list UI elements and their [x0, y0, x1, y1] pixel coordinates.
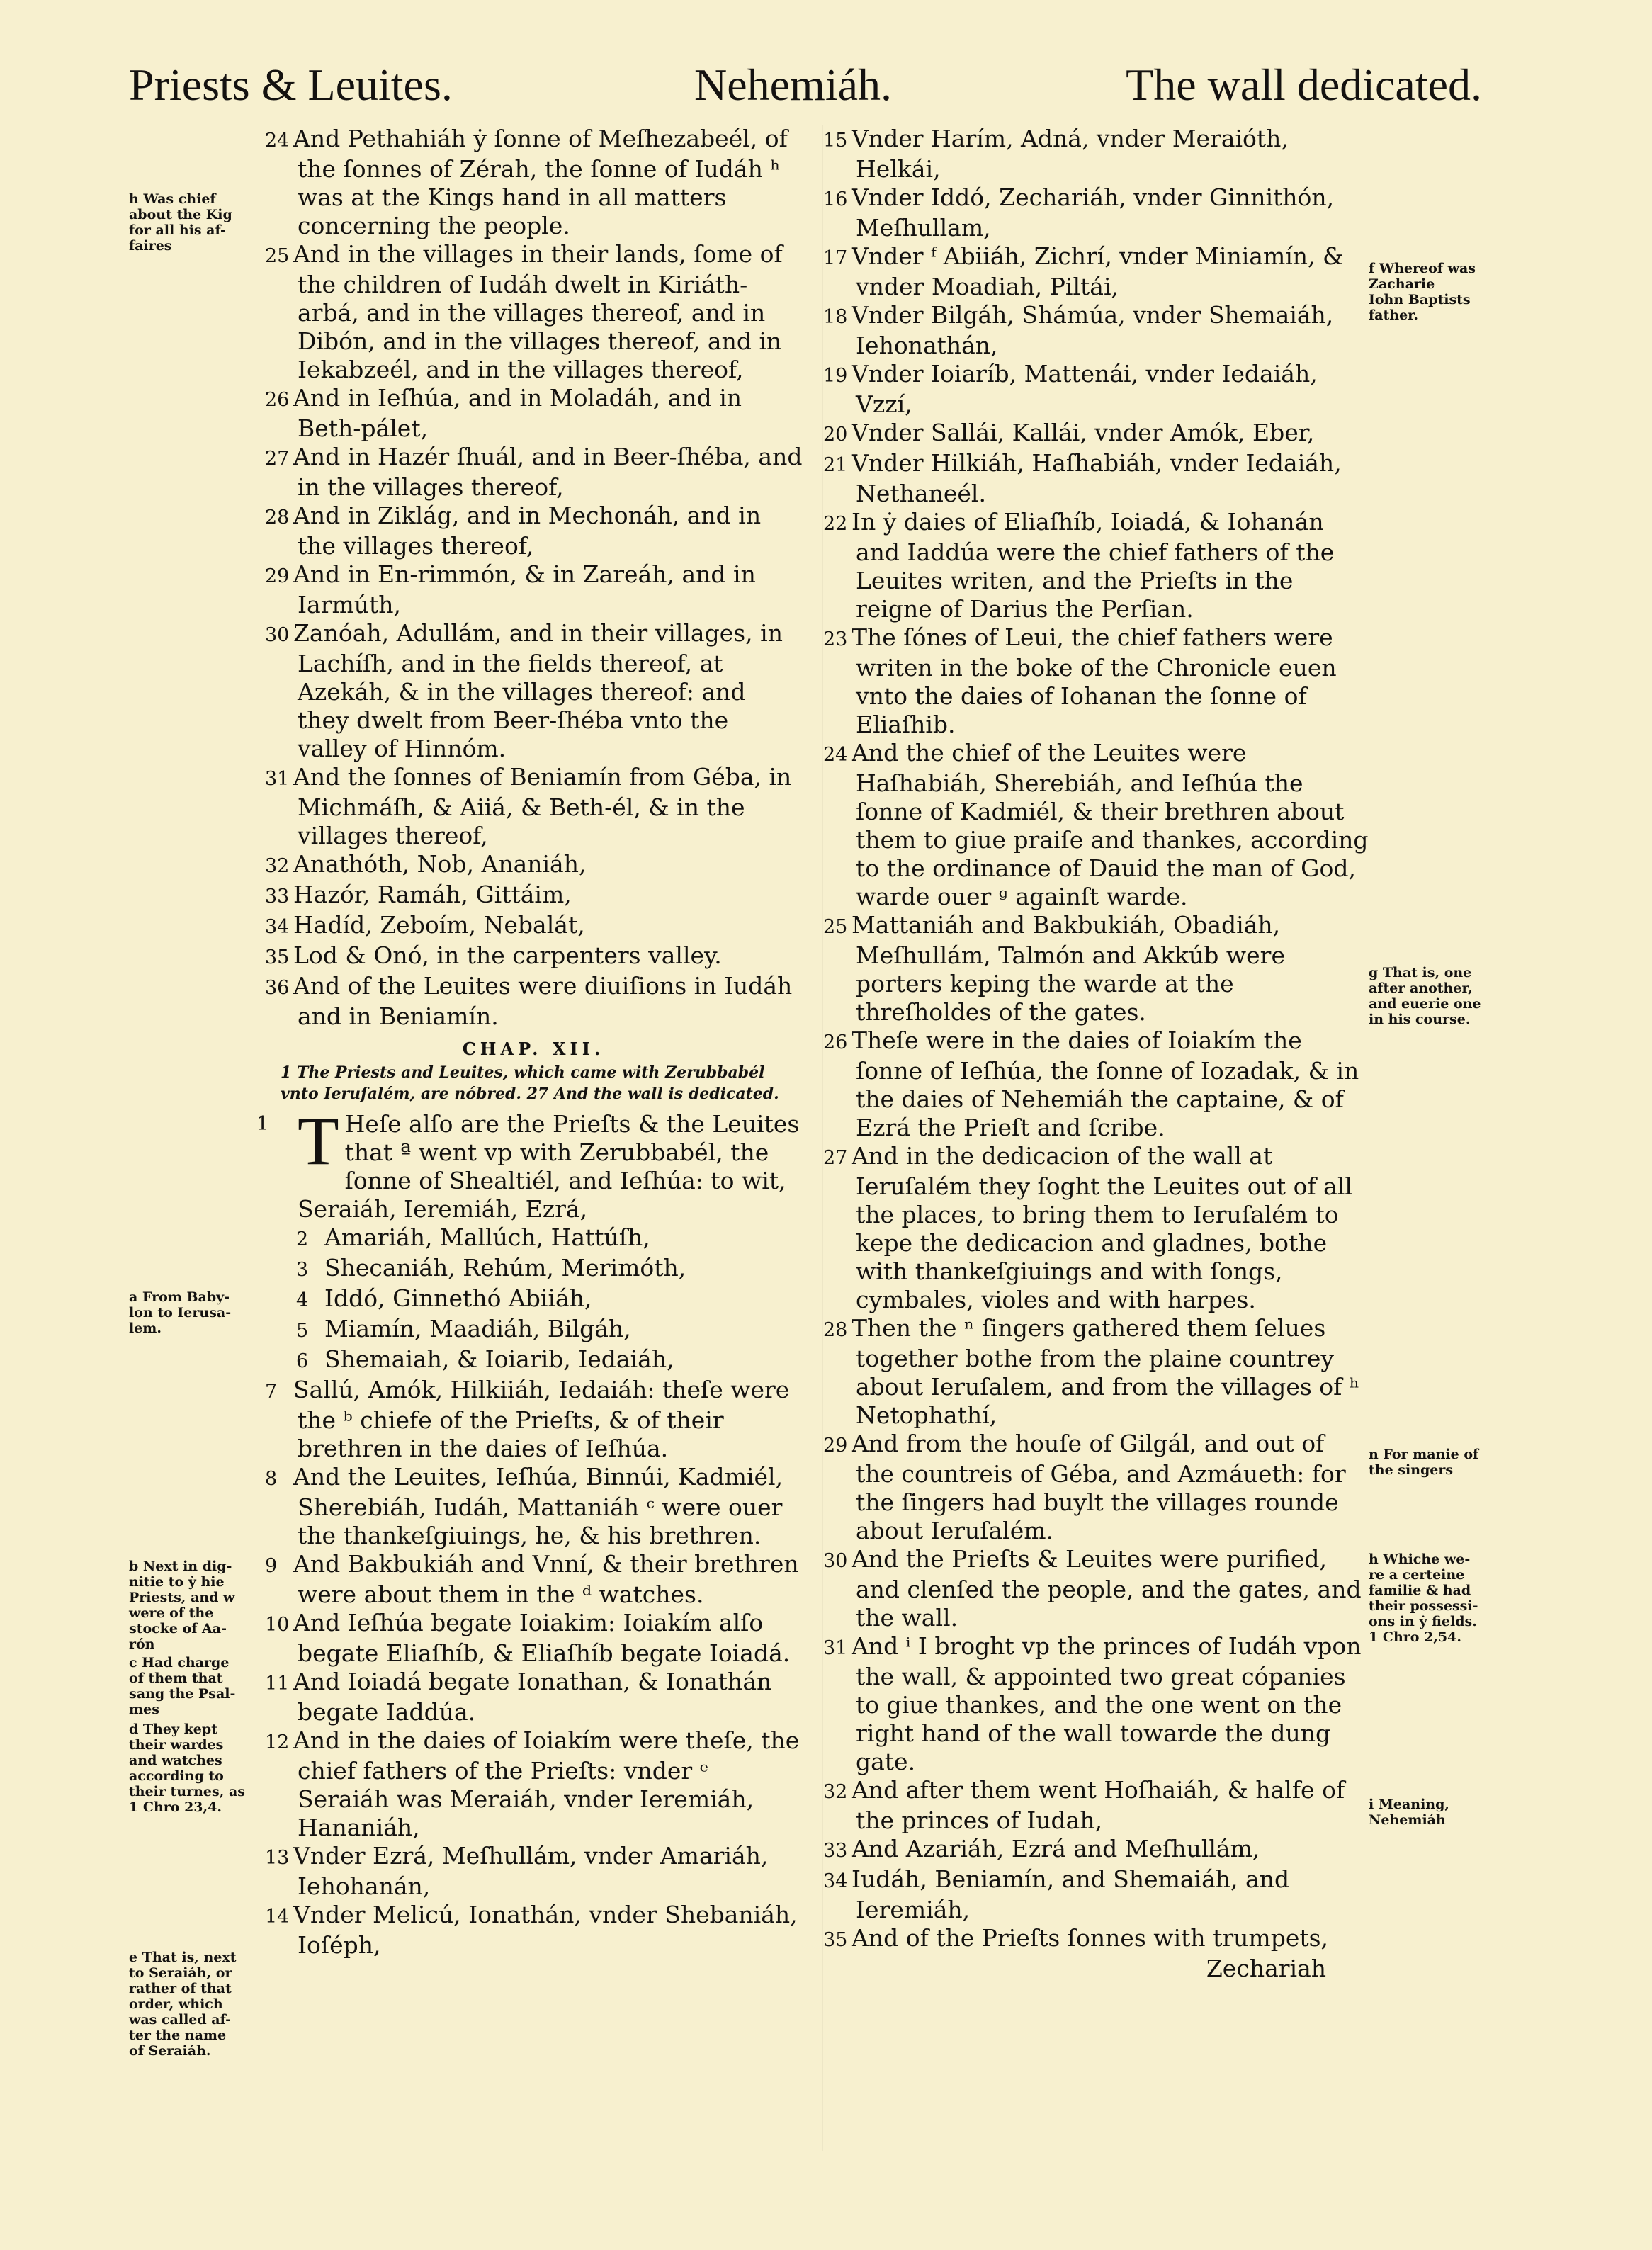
- verse-text: And of the Leuites were diuiſions in Iudáh and in Beniamín.: [293, 972, 793, 1030]
- verse-number: 27: [823, 1147, 848, 1169]
- verse-number: 4: [296, 1289, 309, 1311]
- verse: [822, 242, 1369, 301]
- verse-text: And in Hazér ſhuál, and in Beer-ſhéba, and in the villages thereof,: [293, 443, 803, 501]
- verse-number: 16: [823, 188, 848, 210]
- verse-list-bottom: [264, 1463, 803, 1960]
- verse-number: 27: [265, 448, 290, 470]
- verse-text: Iudáh, Beniamín, and Shemaiáh, and Ieremiáh,: [852, 1865, 1290, 1923]
- verse-text: Iddó, Ginnethó Abiiáh,: [324, 1284, 592, 1312]
- verse: [822, 1632, 1369, 1776]
- verse-text: Hazór, Ramáh, Gittáim,: [293, 881, 572, 908]
- verse-number: 24: [265, 130, 290, 152]
- verse-number: 5: [296, 1320, 309, 1342]
- verse-text: Anathóth, Nob, Ananiáh,: [293, 850, 587, 878]
- verse: [264, 619, 803, 763]
- verse: [264, 1223, 803, 1254]
- margin-note-g: g That is, one after another, and euerie one in his course.: [1369, 965, 1481, 1027]
- verse: [264, 942, 803, 972]
- margin-note-d: d They kept their wardes and watches according to their turnes, as 1 Chro 23,4.: [129, 1722, 245, 1815]
- verse-number: 33: [823, 1840, 848, 1862]
- verse-text: And after them went Hoſhaiáh, & halfe of the princes of Iudah,: [852, 1776, 1345, 1834]
- verse: [822, 508, 1369, 623]
- verse-text: And Ieſhúa begate Ioiakim: Ioiakím alſo begate Eliaſhíb, & Eliaſhíb begate Ioiadá.: [293, 1609, 791, 1667]
- verse: [822, 1430, 1369, 1545]
- verse-text: Zanóah, Adullám, and in their villages, in Lachíſh, and in the fields thereof, at Azekáh, & in the villages thereof: and they dwelt from Beer-ſhéba vnto the valley of Hinnóm.: [293, 619, 783, 762]
- verse-text: Vnder Hilkiáh, Haſhabiáh, vnder Iedaiáh, Nethaneél.: [852, 449, 1342, 507]
- verse-text: Vnder Ezrá, Meſhullám, vnder Amariáh, Iehohanán,: [293, 1842, 769, 1900]
- verse-number: 14: [265, 1906, 290, 1928]
- verse-text: The ſónes of Leui, the chief fathers were writen in the boke of the Chronicle euen vnto the daies of Iohanan the ſonne of Eliaſhib.: [852, 623, 1337, 738]
- verse: [264, 560, 803, 619]
- verse: [264, 240, 803, 384]
- verse-text: Shemaiah, & Ioiarib, Iedaiáh,: [324, 1345, 674, 1373]
- verse: [264, 384, 803, 443]
- verse: [822, 1865, 1369, 1924]
- verse: [264, 911, 803, 942]
- verse-text: And in the villages in their lands, ſome of the children of Iudáh dwelt in Kiriáth-arbá, and in the villages thereof, and in Dibón, and in the villages thereof, and in Iekabzeél, and in the villages thereof,: [293, 240, 783, 383]
- verse-number: 31: [823, 1637, 848, 1659]
- verse: [264, 850, 803, 881]
- verse: [264, 502, 803, 560]
- verse-number: 2: [296, 1228, 309, 1250]
- verse-number: 25: [265, 245, 290, 267]
- verse: [264, 1376, 803, 1463]
- verse: [264, 1254, 803, 1284]
- verse: [822, 360, 1369, 419]
- running-head-right: The wall dedicated.: [1126, 60, 1482, 110]
- verse-number: 33: [265, 886, 290, 908]
- verse-text: Amariáh, Mallúch, Hattúſh,: [324, 1223, 650, 1251]
- verse-text: And Pethahiáh ẏ ſonne of Meſhezabeél, of the ſonnes of Zérah, the ſonne of Iudáh ʰ was at the Kings hand in all matters concerning the people.: [293, 125, 788, 239]
- verse-number: 35: [265, 946, 290, 968]
- verse-text: Vnder Melicú, Ionathán, vnder Shebaniáh, Ioſéph,: [293, 1901, 798, 1959]
- verse: [264, 1550, 803, 1609]
- verse-text: And the Leuites, Ieſhúa, Binnúi, Kadmiél, Sherebiáh, Iudáh, Mattaniáh ᶜ were ouer the thankeſgiuings, he, & his brethren.: [293, 1463, 783, 1549]
- verse: [822, 1835, 1369, 1865]
- verse: [264, 1901, 803, 1960]
- verse-number: 1: [256, 1113, 269, 1135]
- verse-number: 20: [823, 424, 848, 446]
- chapter-heading: CHAP. XII.: [462, 1039, 605, 1059]
- verse-number: 25: [823, 916, 848, 938]
- verse-text: Vnder Ioiaríb, Mattenái, vnder Iedaiáh, Vzzí,: [852, 360, 1318, 418]
- verse-number: 35: [823, 1929, 848, 1951]
- verse: [264, 1668, 803, 1726]
- verse-number: 30: [265, 624, 290, 646]
- verse-text: Miamín, Maadiáh, Bilgáh,: [324, 1315, 631, 1342]
- verse-text: Then the ⁿ ſingers gathered them ſelues together bothe from the plaine countrey about Ieruſalem, and from the villages of ʰ Netophathí,: [852, 1314, 1360, 1429]
- verse: [264, 1842, 803, 1901]
- verse: [822, 1924, 1369, 1955]
- verse-text: Vnder Iddó, Zechariáh, vnder Ginnithón, Meſhullam,: [852, 183, 1335, 242]
- verse-number: 15: [823, 130, 848, 152]
- verse: [264, 443, 803, 502]
- verse-text: Sallú, Amók, Hilkiiáh, Iedaiáh: theſe were the ᵇ chiefe of the Prieſts, & of their brethren in the daies of Ieſhúa.: [293, 1376, 790, 1462]
- verse-text: And in Ziklág, and in Mechonáh, and in the villages thereof,: [293, 502, 762, 560]
- verse-text: And the chief of the Leuites were Haſhabiáh, Sherebiáh, and Ieſhúa the ſonne of Kadmiél, & their brethren about them to giue praiſe and thankes, according to the ordinance of Dauid the man of God, warde ouer ᵍ againſt warde.: [852, 739, 1369, 910]
- verse-number: 19: [823, 365, 848, 387]
- verse-text: And Azariáh, Ezrá and Meſhullám,: [852, 1835, 1260, 1862]
- verse-text: And Ioiadá begate Ionathan, & Ionathán begate Iaddúa.: [293, 1668, 772, 1726]
- verse: [822, 1545, 1369, 1632]
- chapter-summary: 1 The Priests and Leuites, which came with Zerubbabél vnto Ieruſalém, are nóbred. 27 And the wall is dedicated.: [281, 1063, 779, 1103]
- verse-number: 10: [265, 1614, 290, 1636]
- verse-number: 12: [265, 1731, 290, 1753]
- verse-number: 36: [265, 977, 290, 999]
- running-head-book: Nehemiáh.: [694, 60, 892, 110]
- verse: [822, 1776, 1369, 1835]
- verse-text: Shecaniáh, Rehúm, Merimóth,: [324, 1254, 686, 1282]
- verse: [264, 1284, 803, 1315]
- verse-text: And in the daies of Ioiakím were theſe, the chief fathers of the Prieſts: vnder ᵉ Seraiáh was Meraiáh, vnder Ieremiáh, Hananiáh,: [293, 1726, 800, 1841]
- verse: [822, 1142, 1369, 1314]
- verse-text: Hadíd, Zeboím, Nebalát,: [293, 911, 585, 939]
- verse: [264, 1345, 803, 1376]
- verse-text: Theſe were in the daies of Ioiakím the ſonne of Ieſhúa, the ſonne of Iozadak, & in the daies of Nehemiáh the captaine, & of Ezrá the Prieſt and ſcribe.: [852, 1027, 1359, 1141]
- verse-number: 26: [823, 1031, 848, 1053]
- verse-text: Vnder Sallái, Kallái, vnder Amók, Eber,: [852, 419, 1315, 446]
- verse: [822, 301, 1369, 360]
- verse: [822, 1314, 1369, 1430]
- verse: [822, 449, 1369, 508]
- verse-text: Heſe alſo are the Prieſts & the Leuites that ª went vp with Zerubbabél, the ſonne of Shealtiél, and Ieſhúa: to wit, Seraiáh, Ieremiáh, Ezrá,: [298, 1110, 800, 1223]
- verse-number: 3: [296, 1259, 309, 1281]
- verse-first: [256, 1103, 803, 1223]
- verse: [822, 911, 1369, 1027]
- margin-note-e: e That is, next to Seraiáh, or rather of that order, which was called af- ter the name of Seraiáh.: [129, 1950, 237, 2059]
- margin-note-f: f Whereof was Zacharie Iohn Baptists father.: [1369, 261, 1476, 323]
- margin-note-h: h Was chief about the Kig for all his af- faires: [129, 191, 232, 254]
- left-column: [256, 125, 803, 1960]
- verse-list-top: [264, 125, 803, 1031]
- verse-text: Vnder Harím, Adná, vnder Meraióth, Helkái,: [852, 125, 1289, 183]
- verse-text: Lod & Onó, in the carpenters valley.: [293, 942, 722, 969]
- verse-number: 34: [823, 1870, 848, 1892]
- verse-number: 23: [823, 628, 848, 650]
- verse-number: 30: [823, 1550, 848, 1572]
- margin-note-b: b Next in dig- nitie to ẏ hie Priests, and w were of the stocke of Aa- rón: [129, 1559, 235, 1652]
- margin-note-n: n For manie of the singers: [1369, 1447, 1479, 1478]
- verse-text: And in the dedicacion of the wall at Ieruſalém they ſoght the Leuites out of all the places, to bring them to Ieruſalém to kepe the dedicacion and gladnes, bothe with thankeſgiuings and with ſongs, cymbales, violes and with harpes.: [852, 1142, 1352, 1313]
- margin-note-h2: h Whiche we- re a certeine familie & had their possessi- ons in ẏ fields. 1 Chro 2,54.: [1369, 1551, 1478, 1645]
- verse-number: 28: [265, 507, 290, 528]
- verse-text: And in En-rimmón, & in Zareáh, and in Iarmúth,: [293, 560, 756, 618]
- verse-number: 18: [823, 306, 848, 328]
- genealogy-list: [264, 1223, 803, 1463]
- catchword: Zechariah: [1206, 1955, 1326, 1982]
- drop-cap: T: [298, 1103, 339, 1179]
- verse-text: And Bakbukiáh and Vnní, & their brethren were about them in the ᵈ watches.: [293, 1550, 799, 1608]
- verse-number: 7: [265, 1381, 278, 1403]
- verse-text: And from the houſe of Gilgál, and out of the countreis of Géba, and Azmáueth: for the ſingers had buylt the villages rounde about Ieruſalém.: [852, 1430, 1346, 1544]
- verse: [822, 623, 1369, 739]
- verse: [264, 881, 803, 911]
- verse-number: 17: [823, 247, 848, 269]
- verse: [822, 419, 1369, 449]
- verse-number: 21: [823, 454, 848, 476]
- verse: [822, 739, 1369, 911]
- verse-number: 22: [823, 513, 848, 535]
- verse: [264, 1726, 803, 1842]
- verse: [264, 125, 803, 240]
- verse: [264, 1315, 803, 1345]
- verse-number: 29: [265, 565, 290, 587]
- verse-text: And ⁱ I broght vp the princes of Iudáh vpon the wall, & appointed two great cópanies to giue thankes, and the one went on the right hand of the wall towarde the dung gate.: [852, 1632, 1362, 1775]
- verse-text: And of the Prieſts ſonnes with trumpets,: [852, 1924, 1329, 1952]
- verse-number: 31: [265, 768, 290, 790]
- verse-text: In ẏ daies of Eliaſhíb, Ioiadá, & Iohanán and Iaddúa were the chief fathers of the Leuites writen, and the Prieſts in the reigne of Darius the Perſian.: [852, 508, 1335, 623]
- verse-text: Mattaniáh and Bakbukiáh, Obadiáh, Meſhullám, Talmón and Akkúb were porters keping the warde at the threſholdes of the gates.: [852, 911, 1285, 1026]
- verse: [264, 1463, 803, 1550]
- verse-text: Vnder Bilgáh, Shámúa, vnder Shemaiáh, Iehonathán,: [852, 301, 1334, 359]
- right-column: [822, 125, 1369, 1983]
- verse: [822, 125, 1369, 183]
- verse-number: 9: [265, 1555, 278, 1577]
- margin-note-i: i Meaning, Nehemiáh: [1369, 1797, 1450, 1828]
- verse-number: 28: [823, 1319, 848, 1341]
- verse-text: Vnder ᶠ Abiiáh, Zichrí, vnder Miniamín, & vnder Moadiah, Piltái,: [852, 242, 1344, 300]
- verse-text: And in Ieſhúa, and in Moladáh, and in Beth-pálet,: [293, 384, 742, 442]
- verse-number: 34: [265, 916, 290, 938]
- verse-number: 6: [296, 1350, 309, 1372]
- verse-number: 8: [265, 1468, 278, 1490]
- verse: [264, 972, 803, 1031]
- margin-note-a: a From Baby- lon to Ierusa- lem.: [129, 1289, 232, 1336]
- verse: [822, 183, 1369, 242]
- verse-number: 32: [823, 1781, 848, 1803]
- verse-number: 26: [265, 389, 290, 411]
- verse-number: 13: [265, 1847, 290, 1869]
- margin-note-c: c Had charge of them that sang the Psal- mes: [129, 1655, 236, 1717]
- verse: [264, 1609, 803, 1668]
- running-head-left: Priests & Leuites.: [129, 60, 453, 110]
- verse-number: 11: [265, 1673, 290, 1695]
- verse-number: 29: [823, 1435, 848, 1457]
- verse-text: And the Prieſts & Leuites were purified, and clenſed the people, and the gates, and the wall.: [852, 1545, 1362, 1632]
- verse-number: 24: [823, 744, 848, 766]
- verse: [822, 1027, 1369, 1142]
- verse-text: And the ſonnes of Beniamín from Géba, in Michmáſh, & Aiiá, & Beth-él, & in the villages thereof,: [293, 763, 792, 849]
- verse-number: 32: [265, 855, 290, 877]
- verse: [264, 763, 803, 850]
